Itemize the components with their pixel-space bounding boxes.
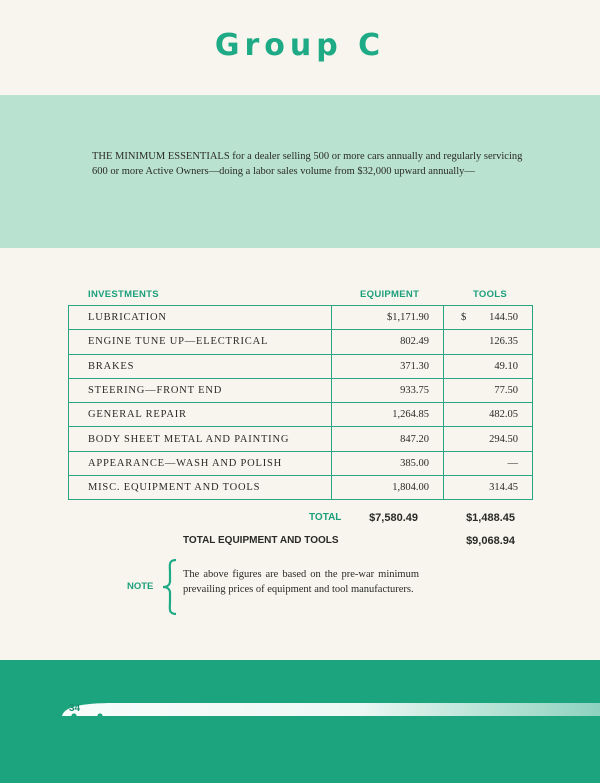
row-tools-cell bbox=[444, 354, 533, 378]
row-tools-cell bbox=[444, 378, 533, 402]
intro-band bbox=[0, 95, 600, 248]
row-name: APPEARANCE—WASH AND POLISH bbox=[69, 451, 332, 475]
table-row bbox=[69, 427, 533, 451]
total-tools: $1,488.45 bbox=[466, 512, 515, 524]
row-equipment: 1,264.85 bbox=[332, 403, 444, 427]
investments-header: INVESTMENTS bbox=[88, 289, 159, 300]
row-tools-cell bbox=[444, 476, 533, 500]
row-tools-cell bbox=[444, 306, 533, 330]
row-name: ENGINE TUNE UP—ELECTRICAL bbox=[69, 330, 332, 354]
table-row bbox=[69, 476, 533, 500]
row-tools: 482.05 bbox=[489, 409, 518, 421]
row-tools: 77.50 bbox=[494, 385, 518, 397]
table-row bbox=[69, 403, 533, 427]
row-name: LUBRICATION bbox=[69, 306, 332, 330]
row-equipment: 847.20 bbox=[332, 427, 444, 451]
row-tools: 294.50 bbox=[489, 433, 518, 445]
speed-stripe-icon bbox=[60, 702, 600, 718]
row-tools: — bbox=[507, 457, 518, 469]
investments-table-body bbox=[69, 306, 533, 500]
row-tools-cell bbox=[444, 427, 533, 451]
row-equipment: 933.75 bbox=[332, 378, 444, 402]
row-equipment: 385.00 bbox=[332, 451, 444, 475]
row-equipment: 802.49 bbox=[332, 330, 444, 354]
row-tools: 49.10 bbox=[494, 360, 518, 372]
row-equipment: 1,804.00 bbox=[332, 476, 444, 500]
intro-paragraph: THE MINIMUM ESSENTIALS for a dealer selling 500 or more cars annually and regularly servicing 600 or more Active Owners—doing a labor sales volume from $32,000 upward annually— bbox=[92, 151, 523, 177]
investments-table bbox=[68, 305, 533, 500]
tools-header: TOOLS bbox=[473, 289, 508, 300]
footer-band bbox=[0, 660, 600, 783]
total-label: TOTAL bbox=[309, 512, 342, 523]
row-equipment: $1,171.90 bbox=[332, 306, 444, 330]
total-equipment: $7,580.49 bbox=[369, 512, 418, 524]
grand-total-value: $9,068.94 bbox=[466, 535, 515, 547]
row-name: STEERING—FRONT END bbox=[69, 378, 332, 402]
grand-total-label: TOTAL EQUIPMENT AND TOOLS bbox=[183, 535, 339, 546]
table-row bbox=[69, 354, 533, 378]
equipment-header: EQUIPMENT bbox=[360, 289, 420, 300]
row-name: MISC. EQUIPMENT AND TOOLS bbox=[69, 476, 332, 500]
table-row bbox=[69, 306, 533, 330]
row-name: BODY SHEET METAL AND PAINTING bbox=[69, 427, 332, 451]
row-tools-cell bbox=[444, 403, 533, 427]
row-name: BRAKES bbox=[69, 354, 332, 378]
row-tools: 144.50 bbox=[489, 312, 518, 324]
row-tools-prefix: $ bbox=[461, 312, 467, 324]
row-tools-cell bbox=[444, 330, 533, 354]
note-text: The above figures are based on the pre-war minimum prevailing prices of equipment and tool manufacturers. bbox=[183, 569, 419, 595]
table-row bbox=[69, 378, 533, 402]
row-tools: 314.45 bbox=[489, 482, 518, 494]
curly-brace-icon bbox=[160, 558, 180, 616]
table-row bbox=[69, 330, 533, 354]
row-name: GENERAL REPAIR bbox=[69, 403, 332, 427]
row-tools-cell bbox=[444, 451, 533, 475]
page-number: 34 bbox=[69, 703, 81, 714]
table-row bbox=[69, 451, 533, 475]
page-title: Group C bbox=[214, 28, 386, 63]
row-tools: 126.35 bbox=[489, 336, 518, 348]
row-equipment: 371.30 bbox=[332, 354, 444, 378]
note-label: NOTE bbox=[127, 581, 154, 592]
